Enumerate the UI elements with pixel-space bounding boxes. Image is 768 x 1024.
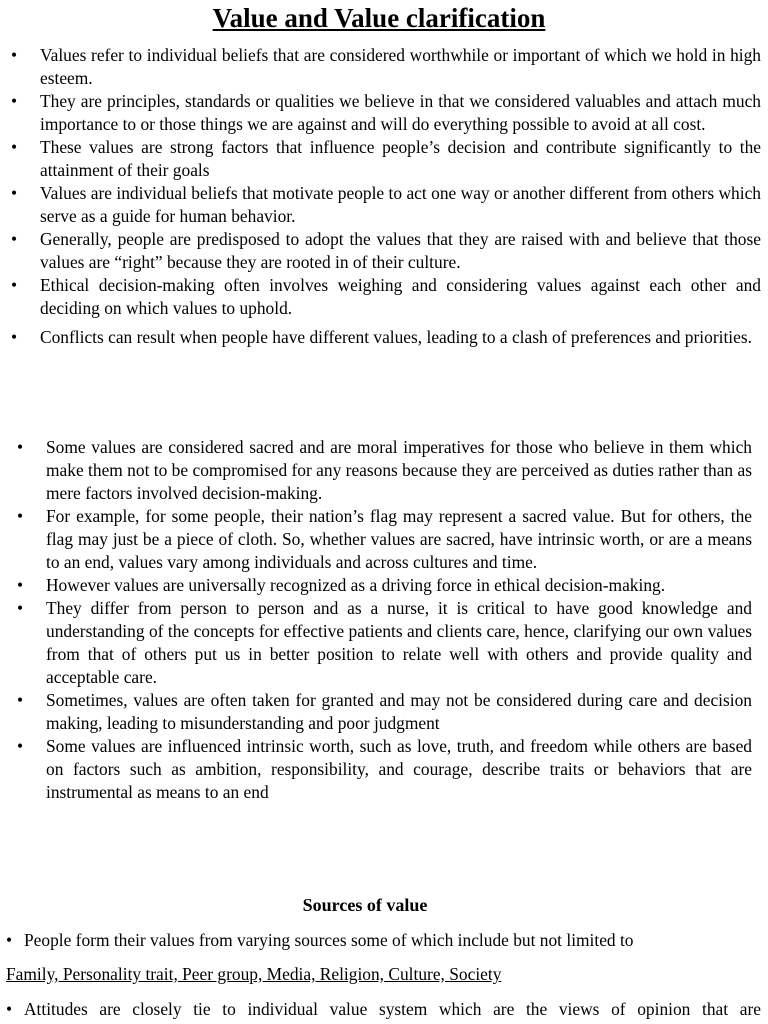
- list-item-text: For example, for some people, their nation’s flag may represent a sacred value. But for others, the flag may just be a piece of cloth. So, whether values are sacred, have intrinsic worth, or are a means to an end, values vary among individuals and across cultures and time.: [46, 506, 752, 572]
- bullet-icon: •: [17, 690, 24, 710]
- bullet-icon: •: [6, 999, 13, 1019]
- list-item: [11, 90, 761, 136]
- sources-heading: Sources of value: [302, 895, 428, 915]
- list-item: [11, 136, 761, 182]
- list-item: [11, 326, 761, 349]
- list-item-text: Generally, people are predisposed to adopt the values that they are raised with and believe that those values are “right” because they are rooted in of their culture.: [40, 229, 761, 272]
- sources-intro-text: People form their values from varying sources some of which include but not limited to: [24, 930, 634, 950]
- bullet-icon: •: [6, 930, 13, 950]
- list-item: [17, 505, 752, 574]
- list-item: [17, 574, 752, 597]
- list-item: [17, 689, 752, 735]
- list-item: [11, 274, 761, 320]
- bullet-icon: •: [17, 575, 24, 595]
- sources-intro-line: [6, 929, 761, 952]
- list-item-text: Conflicts can result when people have different values, leading to a clash of preferences and priorities.: [40, 327, 752, 347]
- list-item-text: They are principles, standards or qualities we believe in that we considered valuables and attach much importance to or those things we are against and will do everything possible to avoid at all cost.: [40, 91, 761, 134]
- list-item: [17, 436, 752, 505]
- bullet-icon: •: [11, 327, 18, 347]
- list-item: [11, 44, 761, 90]
- list-item-text: Values refer to individual beliefs that are considered worthwhile or important of which we hold in high esteem.: [40, 45, 761, 88]
- attitudes-line: [6, 998, 761, 1021]
- bullet-icon: •: [17, 598, 24, 618]
- list-item-text: Some values are considered sacred and are moral imperatives for those who believe in them which make them not to be compromised for any reasons because they are perceived as duties rather than as mere factors involved decision-making.: [46, 437, 752, 503]
- bullet-icon: •: [17, 506, 24, 526]
- list-item: [11, 182, 761, 228]
- list-item-text: They differ from person to person and as a nurse, it is critical to have good knowledge and understanding of the concepts for effective patients and clients care, hence, clarifying our own values from that of others put us in better position to relate well with others and provide quality and acceptable care.: [46, 598, 752, 687]
- bullet-icon: •: [17, 736, 24, 756]
- bullet-icon: •: [11, 229, 18, 249]
- sources-list: Family, Personality trait, Peer group, Media, Religion, Culture, Society: [6, 964, 502, 984]
- values-bullet-list: [11, 44, 761, 349]
- bullet-icon: •: [11, 91, 18, 111]
- bullet-icon: •: [11, 183, 18, 203]
- page-title: Value and Value clarification: [212, 3, 546, 33]
- bullet-icon: •: [11, 137, 18, 157]
- sacred-values-bullet-list: [17, 436, 752, 804]
- list-item-text: Some values are influenced intrinsic worth, such as love, truth, and freedom while others are based on factors such as ambition, responsibility, and courage, describe traits or behaviors that are instrumental as means to an end: [46, 736, 752, 802]
- attitudes-text: Attitudes are closely tie to individual value system which are the views of opinion that are: [24, 999, 761, 1019]
- list-item-text: These values are strong factors that influence people’s decision and contribute significantly to the attainment of their goals: [40, 137, 761, 180]
- list-item: [17, 735, 752, 804]
- list-item-text: Ethical decision-making often involves weighing and considering values against each other and deciding on which values to uphold.: [40, 275, 761, 318]
- bullet-icon: •: [11, 45, 18, 65]
- bullet-icon: •: [11, 275, 18, 295]
- bullet-icon: •: [17, 437, 24, 457]
- list-item-text: However values are universally recognized as a driving force in ethical decision-making.: [46, 575, 666, 595]
- list-item: [11, 228, 761, 274]
- list-item: [17, 597, 752, 689]
- list-item-text: Sometimes, values are often taken for granted and may not be considered during care and decision making, leading to misunderstanding and poor judgment: [46, 690, 752, 733]
- list-item-text: Values are individual beliefs that motivate people to act one way or another different from others which serve as a guide for human behavior.: [40, 183, 761, 226]
